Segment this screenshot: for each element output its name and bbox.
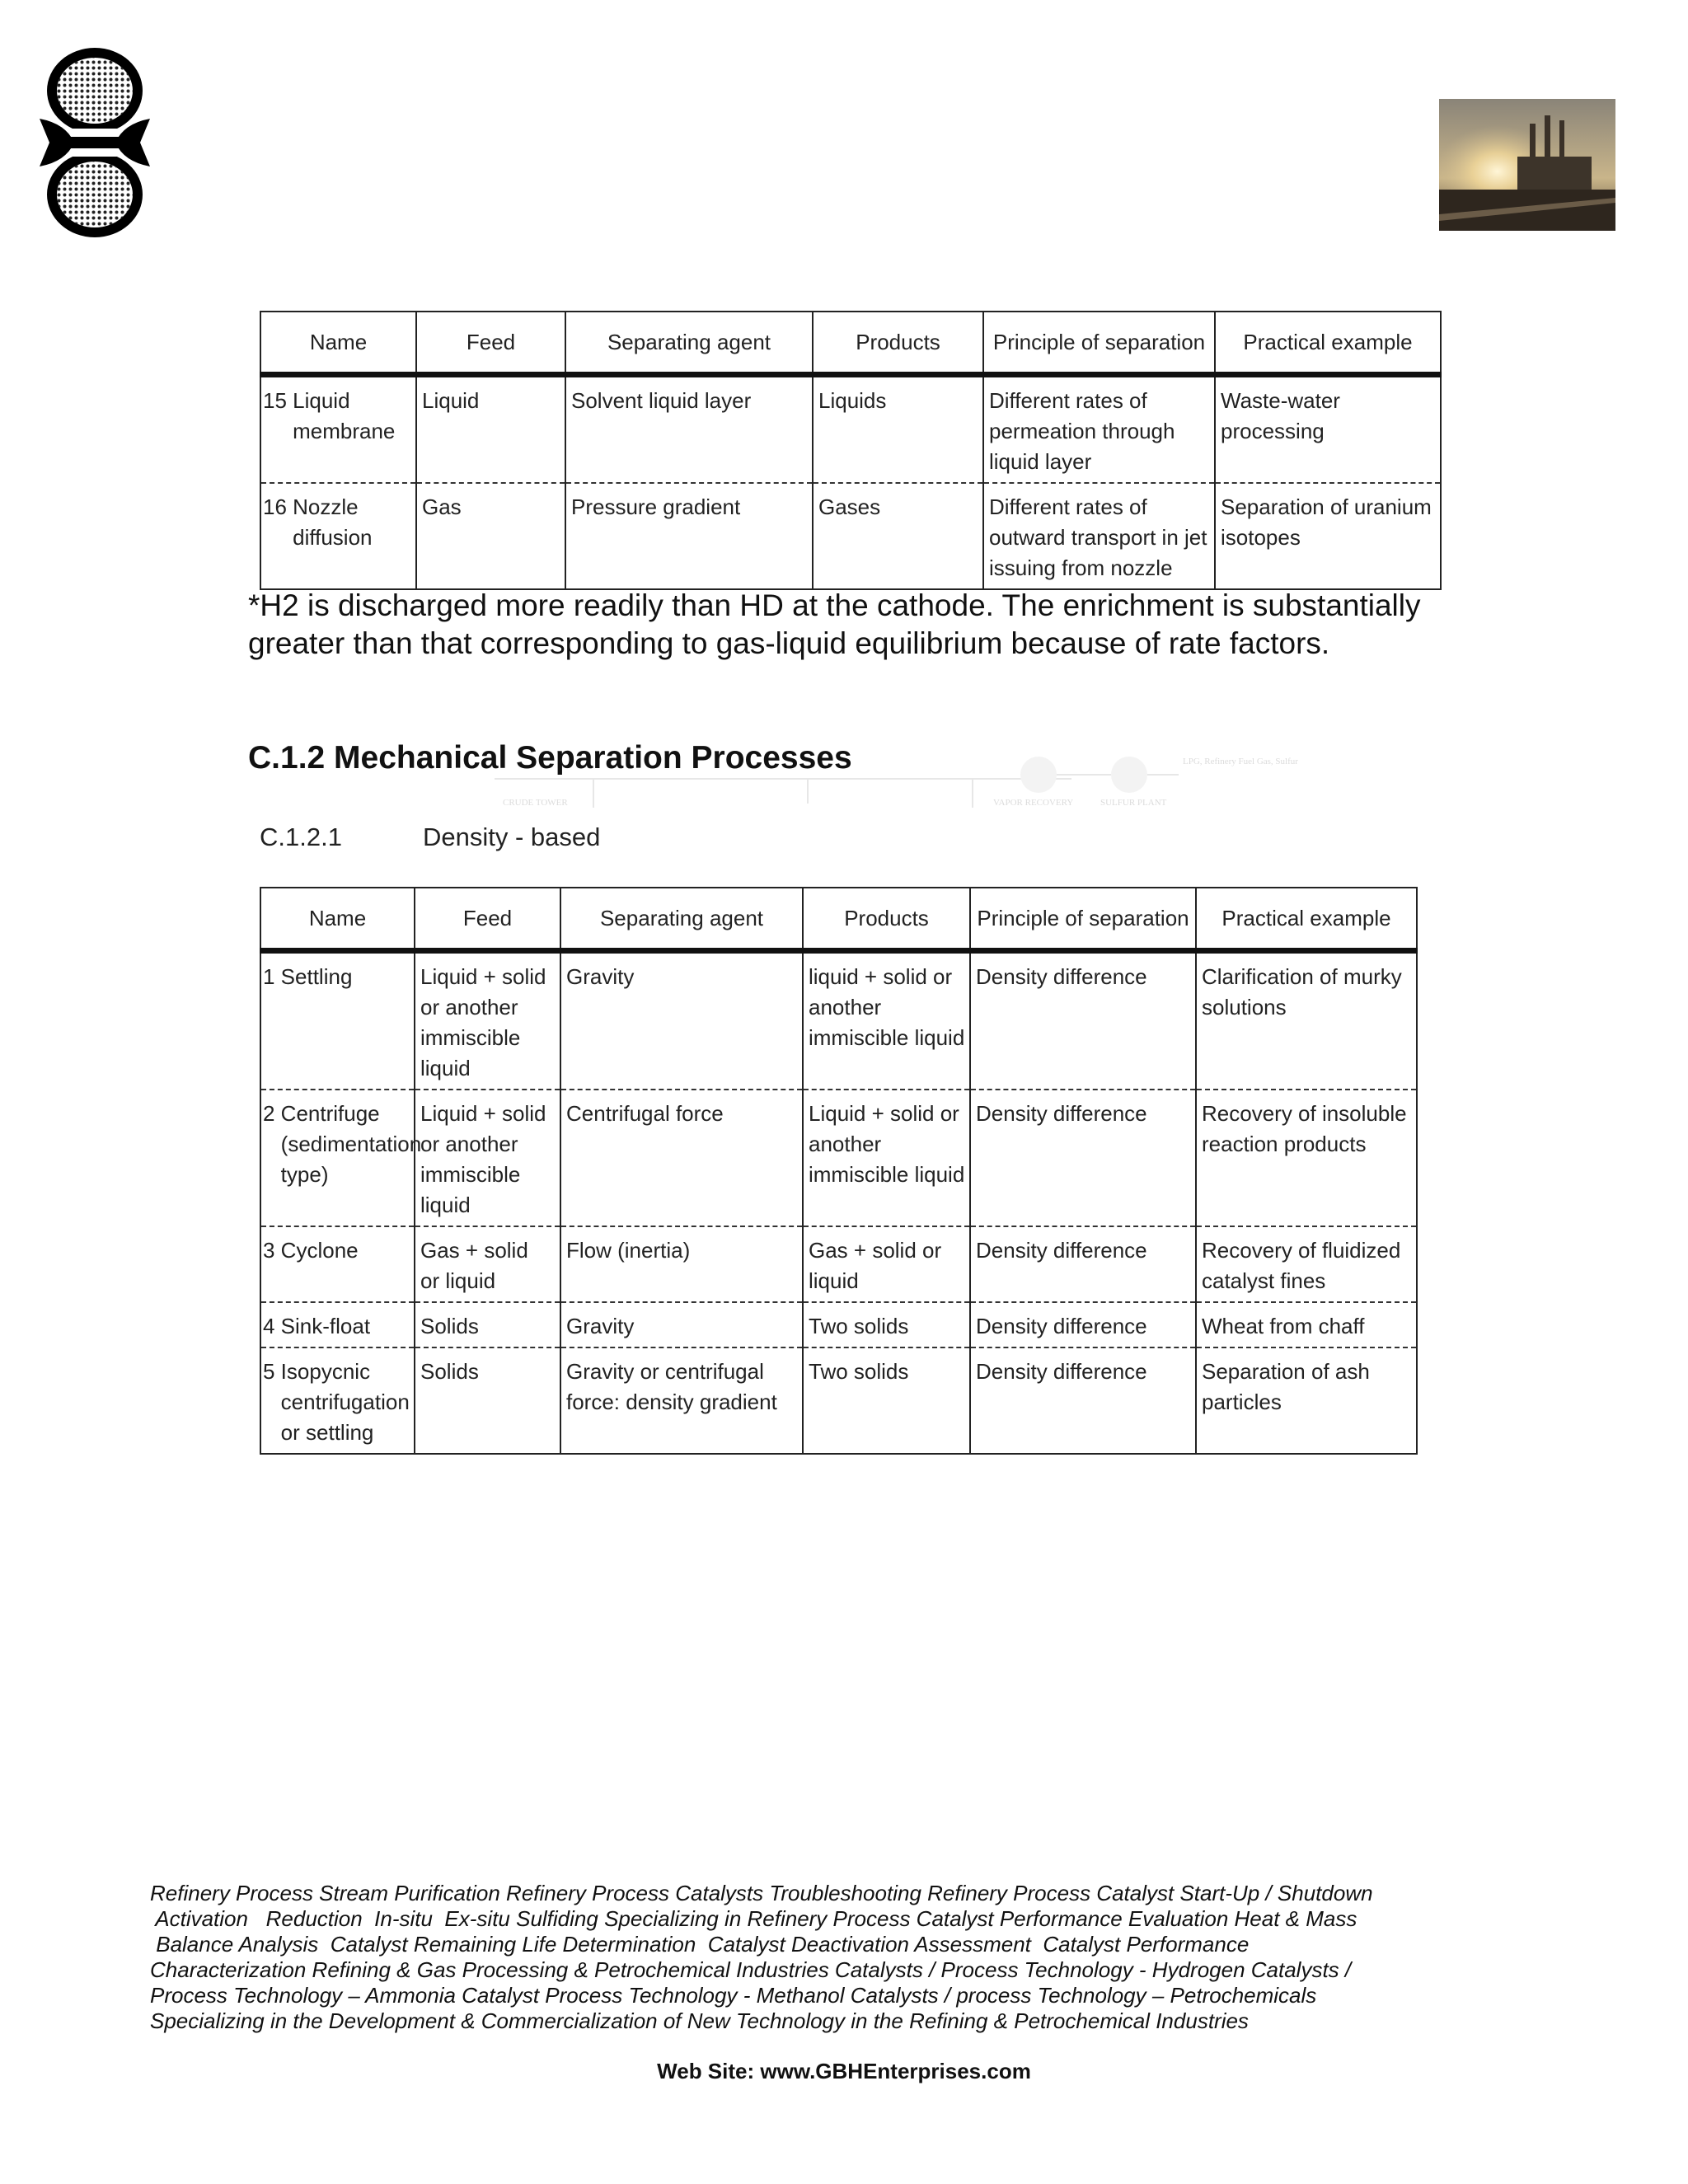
- table-cell: Different rates of outward transport in jet issuing from nozzle: [983, 483, 1215, 589]
- table-row: [260, 951, 1417, 1090]
- table-cell: Liquids: [813, 375, 983, 484]
- table-cell: Density difference: [970, 1302, 1196, 1347]
- table-cell: Wheat from chaff: [1196, 1302, 1417, 1347]
- header-feed: Feed: [415, 888, 560, 951]
- table-cell: Gas + solid or liquid: [803, 1226, 970, 1302]
- table-cell: Recovery of fluidized catalyst fines: [1196, 1226, 1417, 1302]
- table-cell: liquid + solid or another immiscible liquid: [803, 951, 970, 1090]
- table-cell: Density difference: [970, 1090, 1196, 1226]
- table-cell: 1 Settling: [260, 951, 415, 1090]
- company-logo: [33, 48, 157, 237]
- table-cell: 2 Centrifuge (sedimentation type): [260, 1090, 415, 1226]
- footer-line: Refinery Process Stream Purification Refinery Process Catalysts Troubleshooting Refinery Process Catalyst Start-Up / Shutdown: [150, 1881, 1373, 1905]
- table-cell: Liquid: [416, 375, 565, 484]
- table-cell: Liquid + solid or another immiscible liquid: [415, 951, 560, 1090]
- header-separating-agent: Separating agent: [565, 312, 813, 375]
- footer-line: Activation Reduction In-situ Ex-situ Sulfiding Specializing in Refinery Process Catalyst Performance Evaluation Heat & Mass: [150, 1906, 1357, 1931]
- refinery-photo: [1439, 99, 1615, 231]
- header-practical-example: Practical example: [1215, 312, 1441, 375]
- table-cell: Flow (inertia): [560, 1226, 803, 1302]
- subsection-title: Density - based: [423, 823, 601, 851]
- table-cell: Two solids: [803, 1302, 970, 1347]
- table-row: [260, 375, 1441, 484]
- ghost-label-sulfur-plant: SULFUR PLANT: [1100, 798, 1167, 808]
- table-cell: Solvent liquid layer: [565, 375, 813, 484]
- subsection-number: C.1.2.1: [260, 823, 342, 851]
- table-cell: Gas + solid or liquid: [415, 1226, 560, 1302]
- header-name: Name: [260, 888, 415, 951]
- separation-table-continued: [260, 311, 1442, 590]
- ghost-label-lpg: LPG, Refinery Fuel Gas, Sulfur: [1183, 757, 1298, 766]
- table-cell: Separation of uranium isotopes: [1215, 483, 1441, 589]
- table-cell: Waste-water processing: [1215, 375, 1441, 484]
- table-cell: Gas: [416, 483, 565, 589]
- table-cell: Density difference: [970, 1226, 1196, 1302]
- table-cell: 15 Liquid membrane: [260, 375, 416, 484]
- header-principle: Principle of separation: [983, 312, 1215, 375]
- table-cell: 16 Nozzle diffusion: [260, 483, 416, 589]
- table-row: [260, 1226, 1417, 1302]
- density-based-separation-table: [260, 887, 1418, 1455]
- header-products: Products: [813, 312, 983, 375]
- table-cell: Solids: [415, 1347, 560, 1454]
- table-cell: Gravity: [560, 1302, 803, 1347]
- table-cell: Separation of ash particles: [1196, 1347, 1417, 1454]
- table-cell: 4 Sink-float: [260, 1302, 415, 1347]
- header-practical-example: Practical example: [1196, 888, 1417, 951]
- header-name: Name: [260, 312, 416, 375]
- table-row: [260, 483, 1441, 589]
- header-products: Products: [803, 888, 970, 951]
- table-cell: Clarification of murky solutions: [1196, 951, 1417, 1090]
- table-cell: Gases: [813, 483, 983, 589]
- header-feed: Feed: [416, 312, 565, 375]
- footer-line: Characterization Refining & Gas Processing & Petrochemical Industries Catalysts / Process Technology - Hydrogen Catalysts /: [150, 1957, 1352, 1982]
- subsection-heading: [260, 823, 600, 852]
- footer-line: Balance Analysis Catalyst Remaining Life Determination Catalyst Deactivation Assessment Catalyst Performance: [150, 1932, 1250, 1957]
- table-cell: Different rates of permeation through liquid layer: [983, 375, 1215, 484]
- ghost-label-crude-tower: CRUDE TOWER: [503, 798, 568, 808]
- table-cell: 3 Cyclone: [260, 1226, 415, 1302]
- table-cell: Density difference: [970, 951, 1196, 1090]
- table-cell: Centrifugal force: [560, 1090, 803, 1226]
- section-heading: C.1.2 Mechanical Separation Processes: [248, 740, 852, 776]
- table-cell: Two solids: [803, 1347, 970, 1454]
- table-cell: Gravity or centrifugal force: density gradient: [560, 1347, 803, 1454]
- table-cell: Pressure gradient: [565, 483, 813, 589]
- footer-services-text: [150, 1881, 1469, 2034]
- footer-line: Specializing in the Development & Commercialization of New Technology in the Refining & Petrochemical Industries: [150, 2008, 1249, 2033]
- table-row: [260, 1302, 1417, 1347]
- footer-line: Process Technology – Ammonia Catalyst Process Technology - Methanol Catalysts / process Technology – Petrochemicals: [150, 1983, 1317, 2008]
- table-cell: Density difference: [970, 1347, 1196, 1454]
- table-row: [260, 1090, 1417, 1226]
- header-principle: Principle of separation: [970, 888, 1196, 951]
- footnote-text: *H2 is discharged more readily than HD at the cathode. The enrichment is substantially greater than that corresponding to gas-liquid equilibrium because of rate factors.: [248, 588, 1421, 660]
- table-cell: Liquid + solid or another immiscible liquid: [415, 1090, 560, 1226]
- ghost-label-vapor-recovery: VAPOR RECOVERY: [993, 798, 1074, 808]
- table-cell: Solids: [415, 1302, 560, 1347]
- table-cell: 5 Isopycnic centrifugation or settling: [260, 1347, 415, 1454]
- website-link[interactable]: Web Site: www.GBHEnterprises.com: [657, 2059, 1031, 2083]
- table-cell: Gravity: [560, 951, 803, 1090]
- header-separating-agent: Separating agent: [560, 888, 803, 951]
- table-cell: Recovery of insoluble reaction products: [1196, 1090, 1417, 1226]
- table-cell: Liquid + solid or another immiscible liquid: [803, 1090, 970, 1226]
- table-row: [260, 1347, 1417, 1454]
